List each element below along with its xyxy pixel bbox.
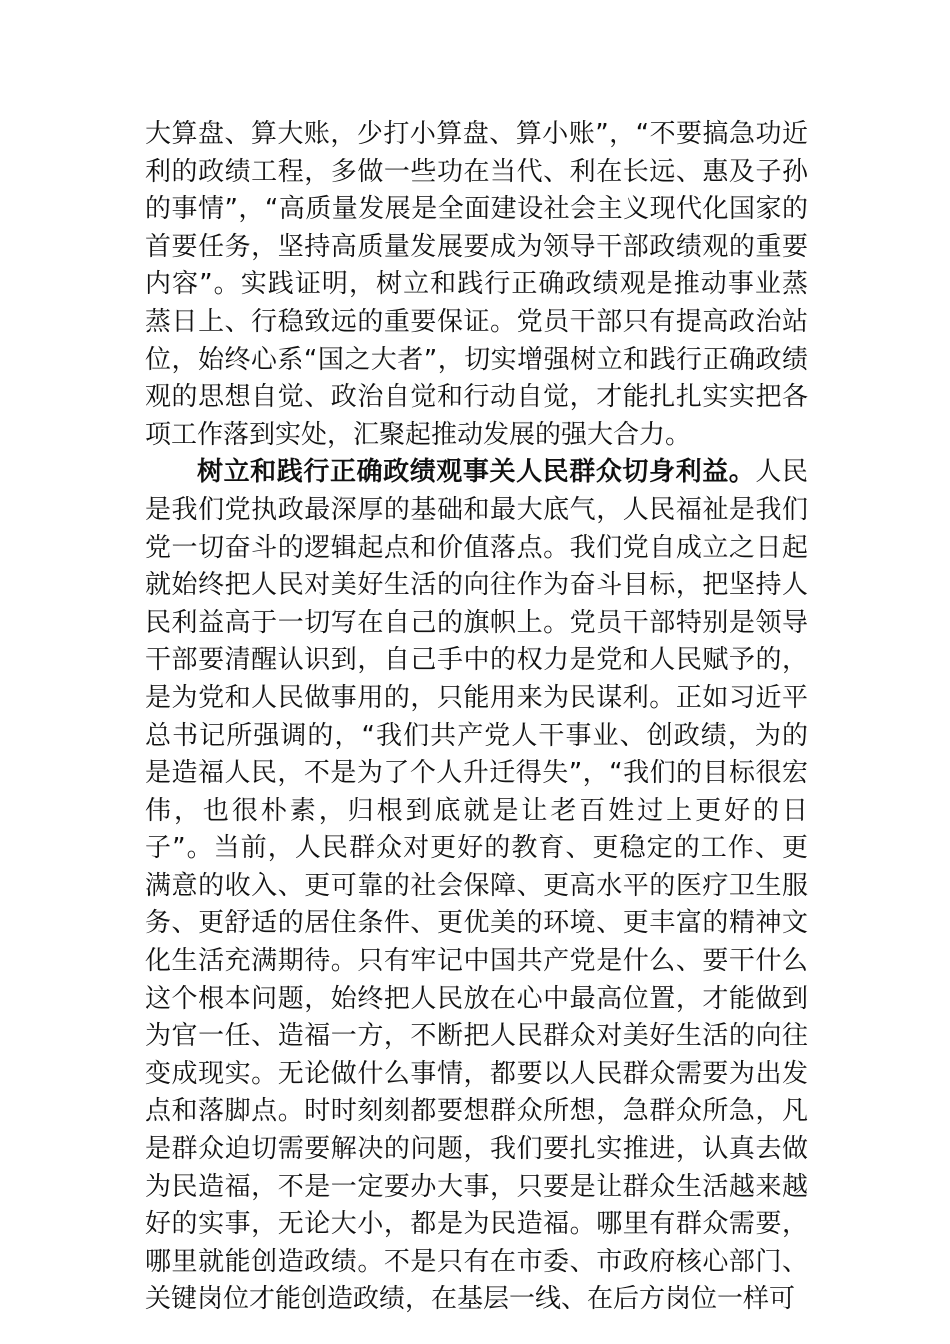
document-body — [145, 116, 808, 1319]
paragraph-lead-sentence: 树立和践行正确政绩观事关人民群众切身利益。 — [197, 457, 756, 488]
paragraph-people-interest — [145, 454, 808, 1319]
paragraph-continuation: 大算盘、算大账，少打小算盘、算小账”，“不要搞急功近利的政绩工程，多做一些功在当代、利在长远、惠及子孙的事情”，“高质量发展是全面建设社会主义现代化国家的首要任务，坚持高质量发展要成为领导干部政绩观的重要内容”。实践证明，树立和践行正确政绩观是推动事业蒸蒸日上、行稳致远的重要保证。党员干部只有提高政治站位，始终心系“国之大者”，切实增强树立和践行正确政绩观的思想自觉、政治自觉和行动自觉，才能扎扎实实把各项工作落到实处，汇聚起推动发展的强大合力。 — [145, 119, 808, 450]
paragraph-body-text: 人民是我们党执政最深厚的基础和最大底气，人民福祉是我们党一切奋斗的逻辑起点和价值落点。我们党自成立之日起就始终把人民对美好生活的向往作为奋斗目标，把坚持人民利益高于一切写在自己的旗帜上。党员干部特别是领导干部要清醒认识到，自己手中的权力是党和人民赋予的，是为党和人民做事用的，只能用来为民谋利。正如习近平总书记所强调的，“我们共产党人干事业、创政绩，为的是造福人民，不是为了个人升迁得失”，“我们的目标很宏伟，也很朴素，归根到底就是让老百姓过上更好的日子”。当前，人民群众对更好的教育、更稳定的工作、更满意的收入、更可靠的社会保障、更高水平的医疗卫生服务、更舒适的居住条件、更优美的环境、更丰富的精神文化生活充满期待。只有牢记中国共产党是什么、要干什么这个根本问题，始终把人民放在心中最高位置，才能做到为官一任、造福一方，不断把人民群众对美好生活的向往变成现实。无论做什么事情，都要以人民群众需要为出发点和落脚点。时时刻刻都要想群众所想，急群众所急，凡是群众迫切需要解决的问题，我们要扎实推进，认真去做为民造福，不是一定要办大事，只要是让群众生活越来越好的实事，无论大小，都是为民造福。哪里有群众需要，哪里就能创造政绩。不是只有在市委、市政府核心部门、关键岗位才能创造政绩，在基层一线、在后方岗位一样可 — [145, 457, 808, 1315]
